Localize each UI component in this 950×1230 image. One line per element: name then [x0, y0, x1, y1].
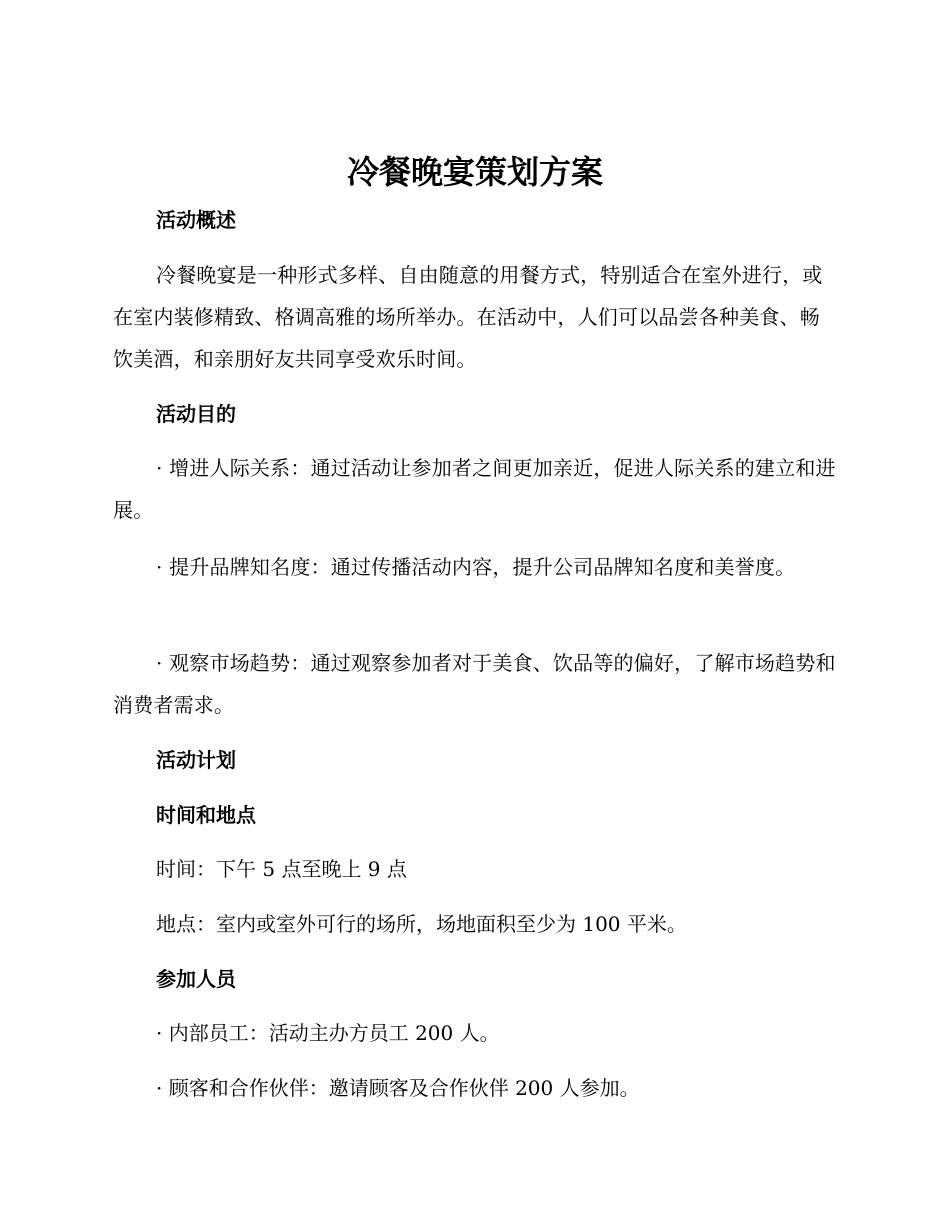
participant-item-staff: · 内部员工：活动主办方员工 200 人。 — [156, 1021, 500, 1045]
time-line: 时间：下午 5 点至晚上 9 点 — [156, 857, 407, 881]
purpose-item-market: · 观察市场趋势：通过观察参加者对于美食、饮品等的偏好，了解市场趋势和消费者需求。 — [113, 651, 836, 717]
page-title: 冷餐晚宴策划方案 — [346, 153, 603, 191]
section-heading-purpose: 活动目的 — [156, 402, 236, 426]
subheading-time-place: 时间和地点 — [156, 803, 256, 827]
overview-paragraph: 冷餐晚宴是一种形式多样、自由随意的用餐方式，特别适合在室外进行，或在室内装修精致、格调高雅的场所举办。在活动中，人们可以品尝各种美食、畅饮美酒，和亲朋好友共同享受欢乐时间。 — [113, 263, 823, 371]
section-heading-plan: 活动计划 — [156, 748, 236, 772]
place-line: 地点：室内或室外可行的场所，场地面积至少为 100 平米。 — [156, 912, 687, 936]
subheading-participants: 参加人员 — [156, 967, 236, 991]
section-heading-overview: 活动概述 — [156, 208, 236, 232]
participant-item-partners: · 顾客和合作伙伴：邀请顾客及合作伙伴 200 人参加。 — [156, 1076, 640, 1100]
purpose-item-brand: · 提升品牌知名度：通过传播活动内容，提升公司品牌知名度和美誉度。 — [156, 555, 796, 579]
purpose-item-relationships: · 增进人际关系：通过活动让参加者之间更加亲近，促进人际关系的建立和进展。 — [113, 456, 836, 522]
